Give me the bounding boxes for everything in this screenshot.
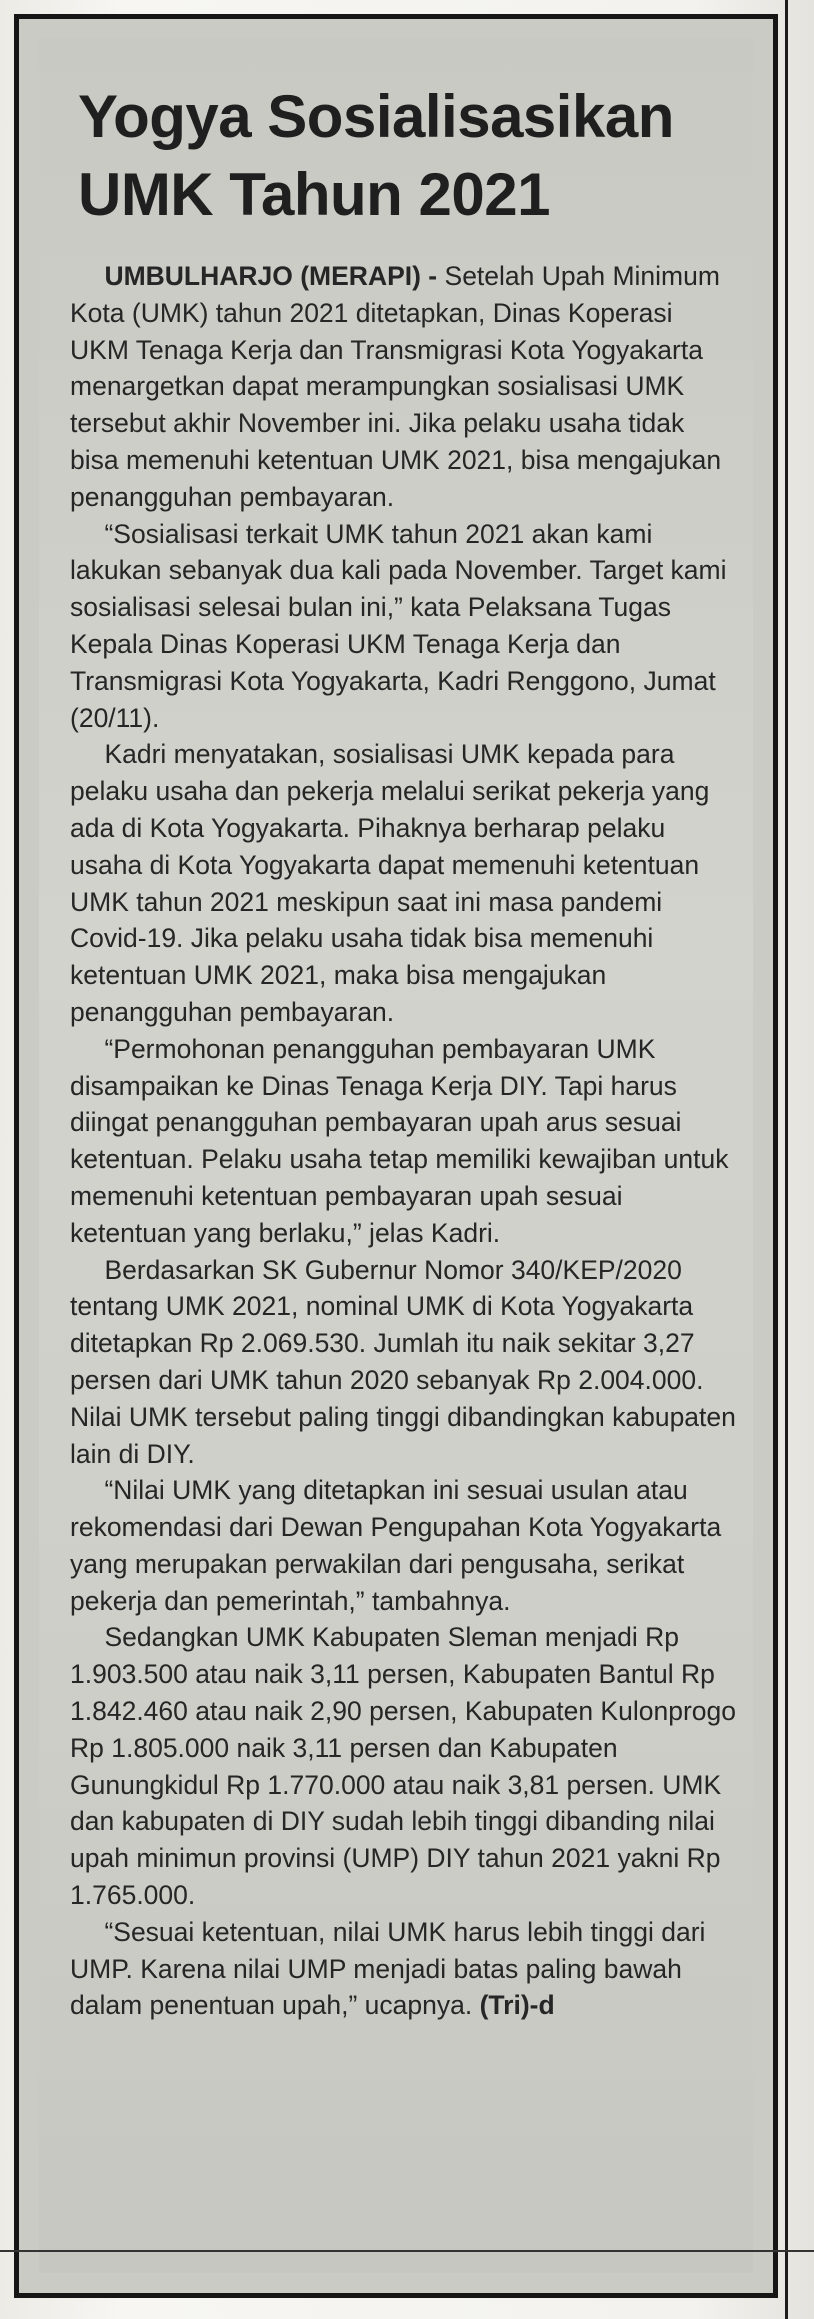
article-body	[70, 258, 738, 2024]
paragraph-text: “Sesuai ketentuan, nilai UMK harus lebih tinggi dari UMP. Karena nilai UMP menjadi batas paling bawah dalam penentuan upah,” ucapnya.	[70, 1916, 706, 2021]
article-paragraph-6: “Nilai UMK yang ditetapkan ini sesuai usulan atau rekomendasi dari Dewan Pengupahan Kota Yogyakarta yang merupakan perwakilan dari pengusaha, serikat pekerja dan pemerintah,” tambahnya.	[70, 1475, 722, 1616]
article-dateline: UMBULHARJO (MERAPI) -	[104, 261, 438, 291]
article-paragraph-5: Berdasarkan SK Gubernur Nomor 340/KEP/2020 tentang UMK 2021, nominal UMK di Kota Yogyakarta ditetapkan Rp 2.069.530. Jumlah itu naik sekitar 3,27 persen dari UMK tahun 2020 sebanyak Rp 2.004.000. Nilai UMK tersebut paling tinggi dibandingkan kabupaten lain di DIY.	[70, 1254, 736, 1469]
article-signoff: (Tri)-d	[479, 1990, 555, 2021]
article-paragraph-8	[70, 1914, 738, 2024]
article-paragraph-4: “Permohonan penangguhan pembayaran UMK disampaikan ke Dinas Tenaga Kerja DIY. Tapi harus diingat penangguhan pembayaran upah arus sesuai ketentuan. Pelaku usaha tetap memiliki kewajiban untuk memenuhi ketentuan pembayaran upah sesuai ketentuan yang berlaku,” jelas Kadri.	[70, 1033, 729, 1248]
article-paragraph-2: “Sosialisasi terkait UMK tahun 2021 akan kami lakukan sebanyak dua kali pada November. Target kami sosialisasi selesai bulan ini,” kata Pelaksana Tugas Kepala Dinas Koperasi UKM Tenaga Kerja dan Transmigrasi Kota Yogyakarta, Kadri Renggono, Jumat (20/11).	[70, 518, 727, 733]
page-edge-bar	[785, 0, 788, 2319]
article-headline: Yogya Sosialisasikan UMK Tahun 2021	[78, 83, 674, 228]
paragraph-text: Setelah Upah Minimum Kota (UMK) tahun 2021 ditetapkan, Dinas Koperasi UKM Tenaga Kerja dan Transmigrasi Kota Yogyakarta menargetkan dapat merampungkan sosialisasi UMK tersebut akhir November ini. Jika pelaku usaha tidak bisa memenuhi ketentuan UMK 2021, bisa mengajukan penangguhan pembayaran.	[70, 261, 722, 512]
article-paragraph-3: Kadri menyatakan, sosialisasi UMK kepada para pelaku usaha dan pekerja melalui serikat pekerja yang ada di Kota Yogyakarta. Pihaknya berharap pelaku usaha di Kota Yogyakarta dapat memenuhi ketentuan UMK tahun 2021 meskipun saat ini masa pandemi Covid-19. Jika pelaku usaha tidak bisa memenuhi ketentuan UMK 2021, maka bisa mengajukan penangguhan pembayaran.	[70, 739, 710, 1027]
article-paragraph-1	[70, 258, 738, 516]
page-rule	[0, 2250, 814, 2252]
article-paragraph-7: Sedangkan UMK Kabupaten Sleman menjadi Rp 1.903.500 atau naik 3,11 persen, Kabupaten Bantul Rp 1.842.460 atau naik 2,90 persen, Kabupaten Kulonprogo Rp 1.805.000 naik 3,11 persen dan Kabupaten Gunungkidul Rp 1.770.000 atau naik 3,81 persen. UMK dan kabupaten di DIY sudah lebih tinggi dibanding nilai upah minimun provinsi (UMP) DIY tahun 2021 yakni Rp 1.765.000.	[70, 1622, 736, 1911]
